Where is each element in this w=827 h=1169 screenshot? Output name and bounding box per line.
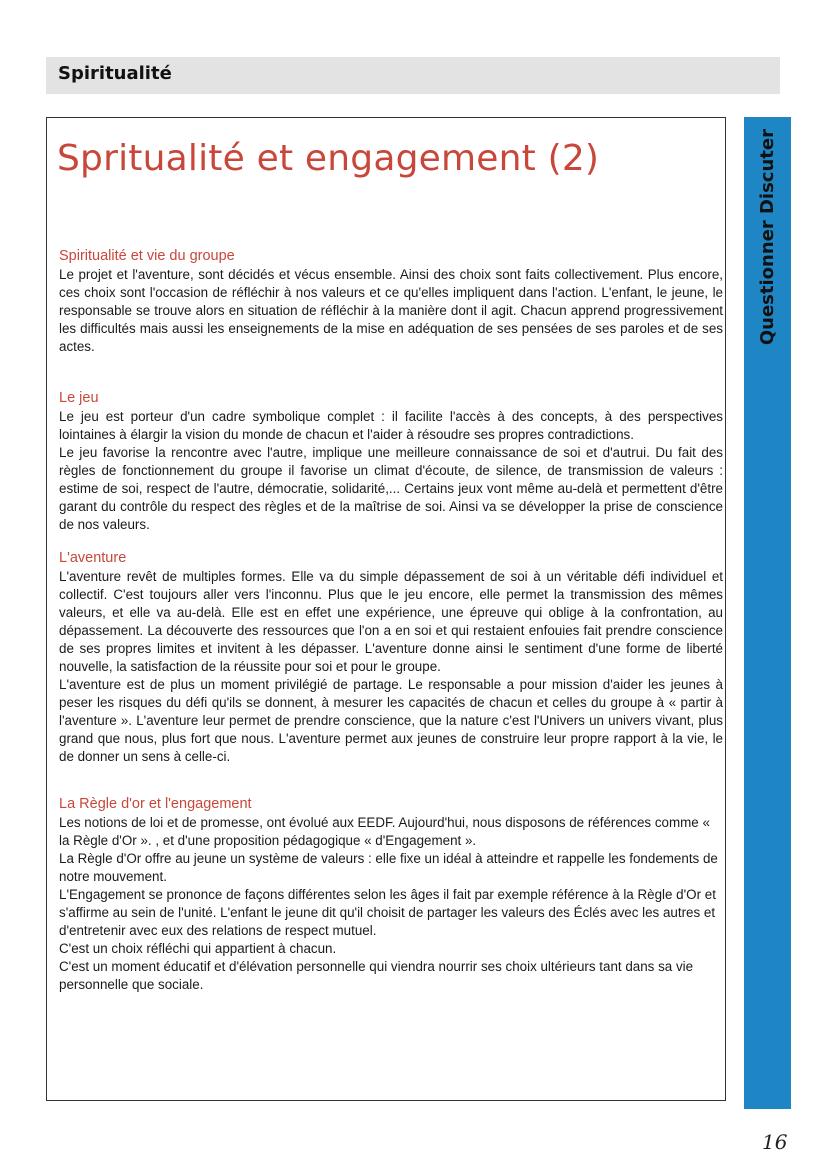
section-body: La Règle d'Or offre au jeune un système de valeurs : elle fixe un idéal à atteindre et rappelle les fondements de notre mouvement.	[59, 851, 718, 884]
section-body: Le jeu favorise la rencontre avec l'autre, implique une meilleure connaissance de soi et d'autrui. Du fait des règles de fonctionnement du groupe il favorise un climat d'écoute, de silence, de transmission de valeurs : estime de soi, respect de l'autre, démocratie, solidarité,... Certains jeux vont même au-delà et permettent d'être garant du contrôle du respect des règles et de la maîtrise de soi. Ainsi va se développer la prise de conscience de nos valeurs.	[59, 445, 723, 532]
section-body: L'aventure est de plus un moment privilégié de partage. Le responsable a pour mission d'aider les jeunes à peser les risques du défi qu'ils se donnent, à mesurer les capacités de chacun et celles du groupe à « partir à l'aventure ». L'aventure leur permet de prendre conscience, que la nature c'est l'Univers un univers vivant, plus grand que nous, plus fort que nous. L'aventure permet aux jeunes de construire leur propre rapport à la vie, le de donner un sens à celle-ci.	[59, 677, 723, 764]
sidebar-label: Questionner Discuter	[757, 128, 778, 346]
section-heading: La Règle d'or et l'engagement	[59, 796, 252, 812]
section-body: C'est un moment éducatif et d'élévation personnelle qui viendra nourrir ses choix ultérieurs tant dans sa vie personnelle que sociale.	[59, 959, 694, 992]
section-header-band	[46, 57, 780, 94]
section-aventure	[59, 550, 723, 766]
page-number: 16	[762, 1130, 788, 1154]
page-title: Spritualité et engagement (2)	[57, 138, 600, 179]
section-body: Le projet et l'aventure, sont décidés et vécus ensemble. Ainsi des choix sont faits collectivement. Plus encore, ces choix sont l'occasion de réfléchir à nos valeurs et ce qu'elles impliquent dans l'action. L'enfant, le jeune, le responsable se trouve alors en situation de réfléchir à la manière dont il agit. Chacun apprend progressivement les difficultés mais aussi les enseignements de la mise en adéquation de ses pensées de ses paroles et de ses actes.	[59, 267, 723, 354]
sidebar-label-wrap	[744, 117, 791, 357]
section-header-title: Spiritualité	[58, 63, 172, 84]
section-spiritualite-groupe	[59, 248, 723, 356]
section-regle-or	[59, 796, 723, 994]
section-body: C'est un choix réfléchi qui appartient à chacun.	[59, 941, 337, 956]
section-heading: Spiritualité et vie du groupe	[59, 248, 235, 264]
section-le-jeu	[59, 390, 723, 534]
section-body: Le jeu est porteur d'un cadre symbolique complet : il facilite l'accès à des concepts, à des perspectives lointaines à élargir la vision du monde de chacun et l'aider à résoudre ses propres contradictions.	[59, 409, 723, 442]
sidebar-tab	[744, 117, 791, 1109]
section-body: L'aventure revêt de multiples formes. Elle va du simple dépassement de soi à un véritable défi individuel et collectif. C'est toujours aller vers l'inconnu. Plus que le jeu encore, elle permet la transmission des mêmes valeurs, et elle va au-delà. Elle est en effet une expérience, une épreuve qui oblige à la confrontation, au dépassement. La découverte des ressources que l'on a en soi et qui restaient enfouies fait prendre conscience de ses propres limites et invitent à les dépasser. L'aventure donne ainsi le sentiment d'une forme de liberté nouvelle, la satisfaction de la réussite pour soi et pour le groupe.	[59, 569, 723, 674]
section-body: Les notions de loi et de promesse, ont évolué aux EEDF. Aujourd'hui, nous disposons de références comme « la Règle d'Or ». , et d'une proposition pédagogique « d'Engagement ».	[59, 815, 710, 848]
section-heading: Le jeu	[59, 390, 99, 406]
section-heading: L'aventure	[59, 550, 127, 566]
section-body: L'Engagement se prononce de façons différentes selon les âges il fait par exemple référence à la Règle d'Or et s'affirme au sein de l'unité. L'enfant le jeune dit qu'il choisit de partager les valeurs des Éclés avec les autres et d'entretenir avec eux des relations de respect mutuel.	[59, 887, 716, 938]
